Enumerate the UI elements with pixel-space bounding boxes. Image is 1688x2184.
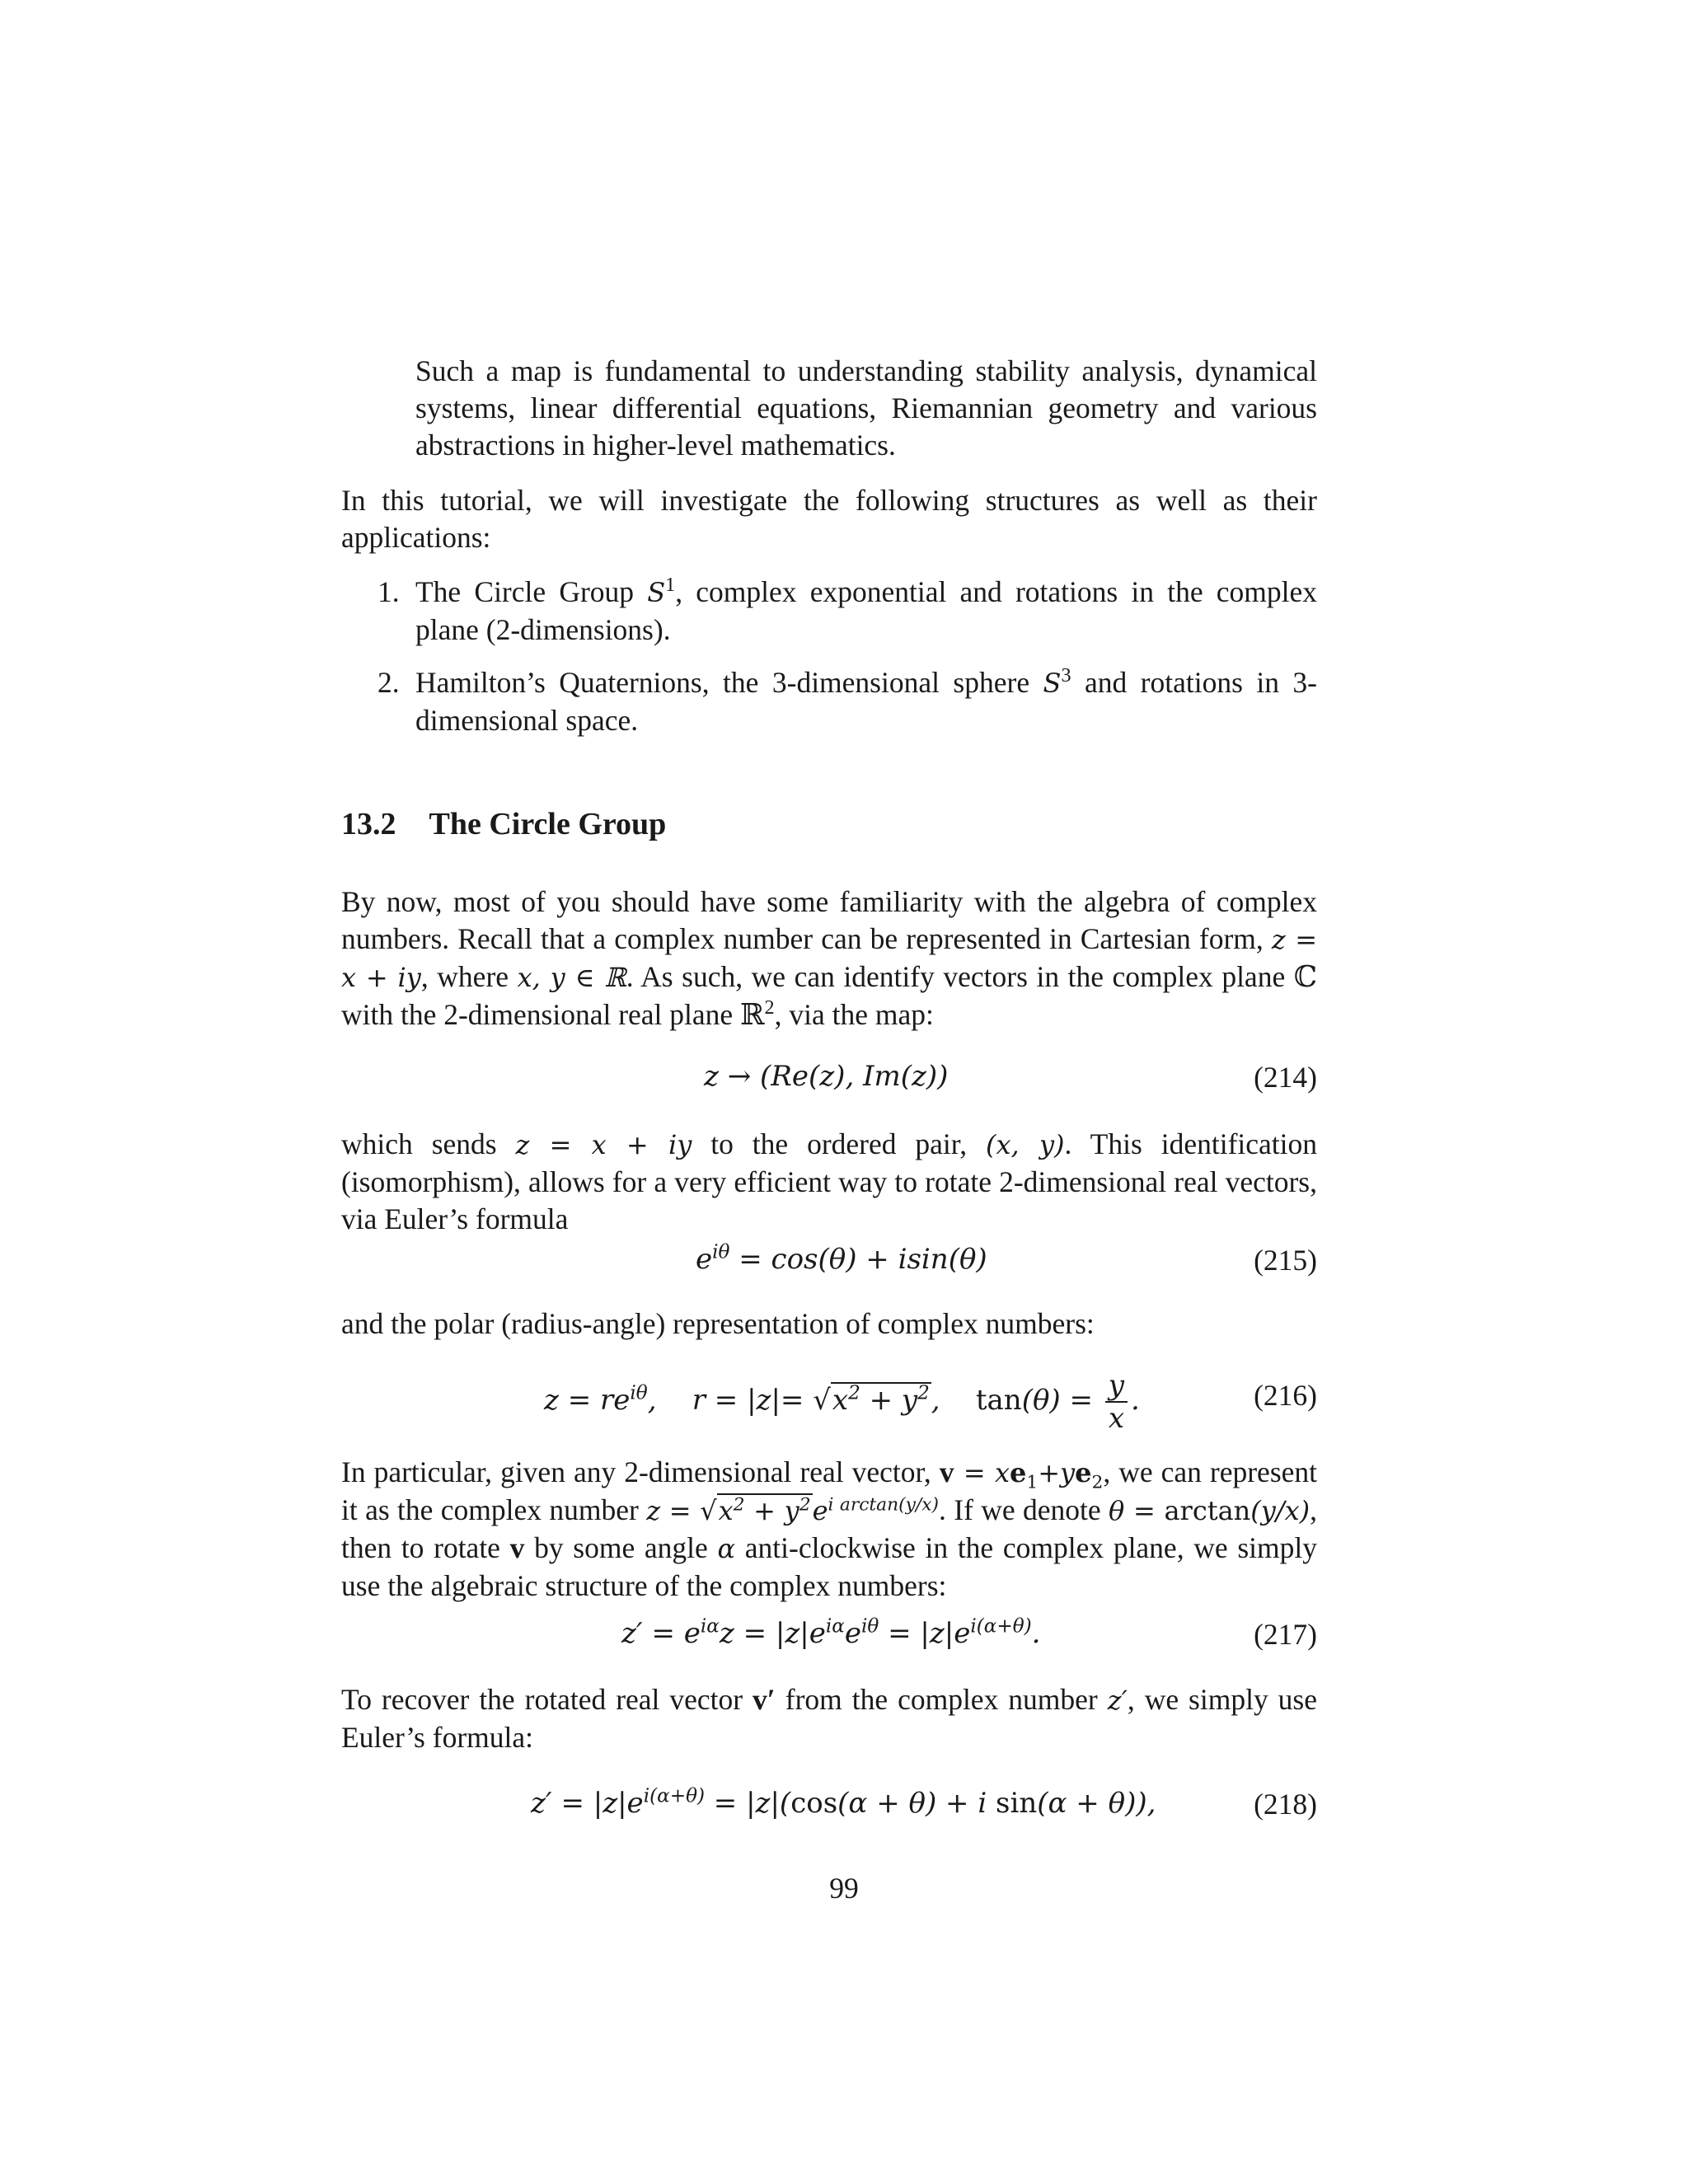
intro-lead: In this tutorial, we will investigate the following structures as well as their applications: xyxy=(341,484,1317,554)
equation-body: z → (Re(z), Im(z)) xyxy=(704,1060,949,1093)
paragraph-rotation: In particular, given any 2-dimensional real vector, $v = xe_1+ye_2$, we can represent it as the complex number $z = √x^2 + y^2e^{i arctan(y/x)}$. If we denote θ = arctan(y/x), then to rotate v by some angle α anti-clockwise in the complex plane, we simply use the algebraic structure of the complex numbers: xyxy=(341,1455,1318,1602)
math-vector: v xyxy=(939,1455,954,1488)
equation-214 xyxy=(341,1060,1317,1109)
list-item-number: 1. xyxy=(377,575,400,608)
math-inline: α xyxy=(717,1533,736,1564)
equation-215 xyxy=(341,1243,1317,1292)
list-item xyxy=(377,574,1318,649)
math-inline: (x, y) xyxy=(986,1129,1065,1160)
math-inline: z = x + iy xyxy=(515,1129,692,1160)
list-item-number: 2. xyxy=(377,666,400,699)
paragraph-complex-numbers xyxy=(341,883,1317,1033)
math-inline: z′ xyxy=(1107,1685,1128,1716)
math-inline: x, y ∈ ℝ xyxy=(517,962,626,993)
text-run: By now, most of you should have some familiarity with the algebra of complex numbers. Recall that a complex number can be represented in Cartesian form, xyxy=(341,885,1317,955)
equation-tag: (216) xyxy=(1254,1379,1317,1412)
math-vector: v′ xyxy=(753,1683,776,1716)
list-item-text: The Circle Group xyxy=(415,575,648,608)
math-inline: z = x + iy xyxy=(341,924,1317,993)
intro-quote: Such a map is fundamental to understanding stability analysis, dynamical systems, linear differential equations, Riemannian geometry and various abstractions in higher-level mathematics. xyxy=(415,354,1317,462)
equation-body xyxy=(696,1243,987,1276)
text-run: , we can represent it as the complex number xyxy=(341,1455,1318,1526)
eq-rhs: = cos(θ) + isin(θ) xyxy=(729,1243,987,1276)
equation-tag: (217) xyxy=(1254,1618,1317,1651)
equation-body: $z' = |z|e^{i(\alpha+\theta)} = |z|(\cos(\alpha + \theta) + i$ sin(α + θ)), xyxy=(531,1785,1156,1820)
text-run: anti-clockwise in the complex plane, we simply use the algebraic structure of the complex numbers: xyxy=(341,1531,1318,1602)
equation-216 xyxy=(341,1370,1317,1436)
page-number: 99 xyxy=(829,1872,859,1905)
text-run: In particular, given any 2-dimensional real vector, xyxy=(341,1455,940,1488)
equation-217 xyxy=(341,1617,1317,1666)
math-vector: v xyxy=(509,1531,525,1564)
equation-tag: (218) xyxy=(1254,1788,1317,1821)
eq-sup: iθ xyxy=(712,1241,730,1263)
text-run: . If we denote xyxy=(939,1493,1109,1526)
equation-tag: (214) xyxy=(1254,1061,1317,1094)
text-run: to the ordered pair, xyxy=(692,1127,987,1160)
list-item-text: Hamilton’s Quaternions, the 3-dimensional sphere xyxy=(415,666,1043,699)
text-run: . As such, we can identify vectors in the complex plane ℂ with the 2-dimensional real plane ℝ xyxy=(341,960,1318,1031)
text-run: . This identification (isomorphism), allows for a very efficient way to rotate 2-dimensional real vectors, via Euler’s formula xyxy=(341,1127,1318,1235)
list-item-sup: 1 xyxy=(665,574,676,597)
section-title: The Circle Group xyxy=(429,807,667,841)
text-run: , we simply use Euler’s formula: xyxy=(341,1683,1318,1754)
section-number: 13.2 xyxy=(341,807,396,841)
list-item-math: S xyxy=(1043,668,1062,699)
text-run: , then to rotate xyxy=(341,1493,1318,1564)
equation-tag: (215) xyxy=(1254,1244,1317,1277)
text-run: from the complex number xyxy=(775,1683,1108,1716)
list-item-text-after: , complex exponential and rotations in the complex plane (2-dimensions). xyxy=(415,575,1318,646)
list-item xyxy=(377,664,1317,739)
text-run: , where xyxy=(420,960,518,993)
equation-218 xyxy=(341,1787,1317,1836)
text-run: , via the map: xyxy=(774,998,934,1031)
text-run: which sends xyxy=(341,1127,516,1160)
list-item-sup: 3 xyxy=(1061,664,1071,687)
equation-body: $z' = e^{i\alpha}z = |z|e^{i\alpha}e^{i\theta} = |z|e^{i(\alpha+\theta)}$. xyxy=(621,1615,1041,1650)
paragraph-polar: and the polar (radius-angle) representation of complex numbers: xyxy=(341,1307,1095,1340)
list-item-text-after: and rotations in 3-dimensional space. xyxy=(415,666,1317,737)
list-item-math: S xyxy=(647,577,666,608)
paragraph-isomorphism xyxy=(341,1126,1317,1238)
equation-body: $z = re^{i\theta}$, $r = |z|= √x^2 + y^2$, tan(θ) = $\frac{y}{x}$ . xyxy=(544,1369,1140,1435)
section-heading xyxy=(341,804,666,844)
text-run: To recover the rotated real vector xyxy=(341,1683,753,1716)
text-run: by some angle xyxy=(524,1531,718,1564)
eq-lhs: e xyxy=(696,1243,713,1276)
superscript: 2 xyxy=(764,996,775,1019)
paragraph-recover xyxy=(341,1681,1317,1756)
